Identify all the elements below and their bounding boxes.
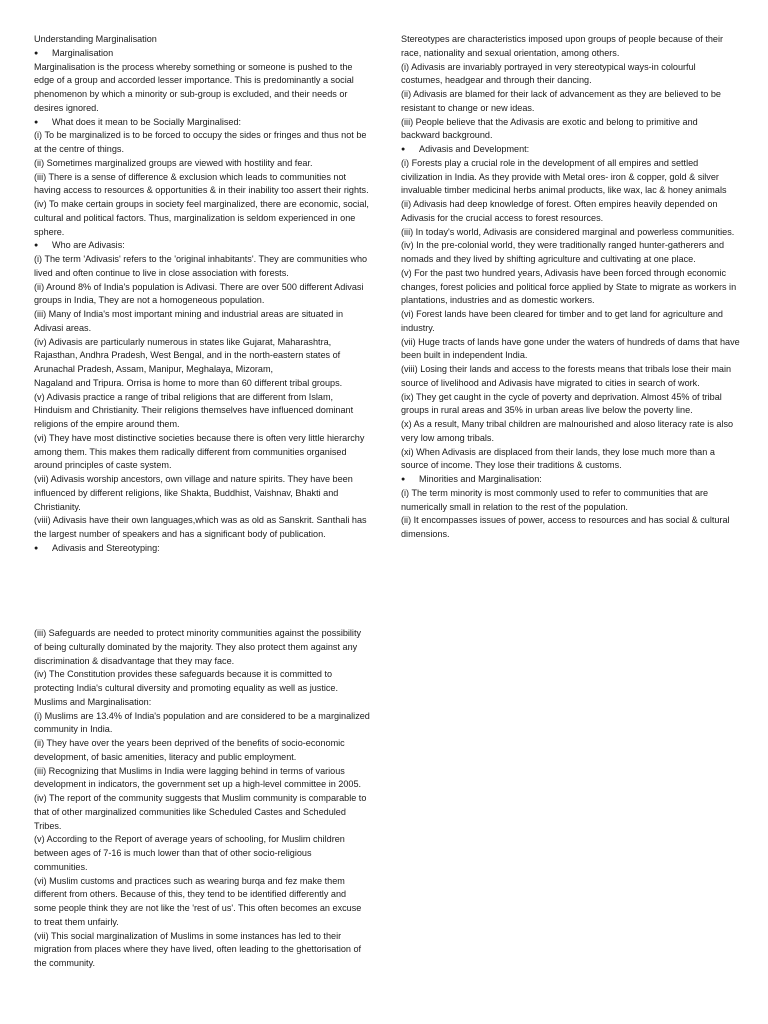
line-text: Hinduism and Christianity. Their religions themselves have influenced dominant — [34, 405, 354, 416]
line-text: (i) To be marginalized is to be forced to occupy the sides or fringes and thus not be — [34, 130, 367, 141]
bullet-heading — [34, 542, 370, 556]
text-line — [34, 129, 370, 143]
left-column-top — [34, 33, 370, 556]
line-text: (i) Forests play a crucial role in the development of all empires and settled — [401, 157, 699, 168]
line-text: (iii) There is a sense of difference & exclusion which leads to communities not — [34, 171, 347, 182]
text-line — [401, 129, 741, 143]
text-line — [401, 349, 741, 363]
line-text: (ii) It encompasses issues of power, access to resources and has social & cultural — [401, 515, 730, 526]
text-line — [401, 322, 741, 336]
line-text: community in India. — [34, 724, 113, 735]
line-text: (iv) To make certain groups in society feel marginalized, there are economic, social, — [34, 199, 369, 209]
text-line — [34, 888, 370, 902]
line-text: (vi) Muslim customs and practices such as wearing burqa and fez make them — [34, 875, 345, 886]
line-text: (vi) They have most distinctive societies because there is often very little hierarchy — [34, 432, 365, 443]
text-line — [401, 88, 741, 102]
bullet-icon: ● — [34, 118, 39, 126]
line-text: (x) As a result, Many tribal children are malnourished and aloso literacy rate is also — [401, 419, 734, 429]
line-text: (vii) Adivasis worship ancestors, own village and nature spirits. They have been — [34, 474, 353, 484]
line-text: (iii) In today's world, Adivasis are considered marginal and powerless communities. — [401, 226, 735, 237]
line-text: numerically small in relation to the rest of the population. — [401, 501, 628, 512]
text-line — [34, 710, 370, 724]
text-line — [401, 116, 741, 130]
text-line — [34, 294, 370, 308]
line-text: Arunachal Pradesh, Assam, Manipur, Meghalaya, Mizoram, — [34, 364, 274, 374]
line-text: (v) Adivasis practice a range of tribal religions that are different from Islam, — [34, 391, 334, 402]
text-line — [34, 88, 370, 102]
line-text: of being culturally dominated by the majority. They also protect them against any — [34, 641, 358, 652]
text-line — [34, 212, 370, 226]
bullet-icon: ● — [401, 476, 406, 483]
text-line — [401, 487, 741, 501]
text-line — [34, 875, 370, 889]
text-line — [34, 322, 370, 336]
line-text: source of income. They lose their traditions & customs. — [401, 460, 622, 471]
text-line — [34, 833, 370, 847]
text-line — [401, 391, 741, 405]
line-text: (i) The term minority is most commonly used to refer to communities that are — [401, 487, 709, 498]
line-text: Christianity. — [34, 501, 81, 512]
text-line — [34, 432, 370, 446]
right-column-top — [401, 33, 741, 542]
line-text: Tribes. — [34, 820, 62, 831]
line-text: development in indicators, the government set up a high-level committee in 2005. — [34, 779, 362, 790]
text-line — [401, 47, 741, 61]
text-line — [401, 363, 741, 377]
line-text: lived and often continue to live in close association with forests. — [34, 267, 289, 278]
text-line — [401, 281, 741, 295]
line-text: Who are Adivasis: — [52, 240, 125, 251]
text-line — [34, 957, 370, 971]
text-line — [34, 751, 370, 765]
text-line — [401, 432, 741, 446]
text-line — [34, 641, 370, 655]
text-line — [34, 459, 370, 473]
line-text: the community. — [34, 958, 95, 968]
text-line — [401, 528, 741, 542]
text-line — [34, 349, 370, 363]
text-line — [401, 336, 741, 350]
line-text: very low among tribals. — [401, 432, 494, 443]
line-text: migration from places where they have lived, often leading to the ghettorisation of — [34, 944, 362, 955]
text-line — [34, 308, 370, 322]
text-line — [34, 916, 370, 930]
text-line — [401, 501, 741, 515]
line-text: invaluable timber medicinal herbs animal products, like wax, lac & honey animals — [401, 185, 727, 196]
bullet-icon: ● — [34, 242, 39, 250]
line-text: (vi) Forest lands have been cleared for timber and to get land for agriculture and — [401, 309, 723, 319]
text-line — [401, 267, 741, 281]
text-line — [34, 806, 370, 820]
line-text: (iii) Safeguards are needed to protect minority communities against the possibility — [34, 628, 362, 638]
text-line — [34, 737, 370, 751]
line-text: groups in rural areas and 35% in urban areas live below the poverty line. — [401, 405, 693, 416]
line-text: What does it mean to be Socially Marginalised: — [52, 116, 242, 127]
line-text: sphere. — [34, 226, 65, 237]
text-line — [401, 61, 741, 75]
text-line — [34, 363, 370, 377]
left-column-bottom — [34, 627, 370, 971]
text-line — [34, 514, 370, 528]
bullet-heading — [34, 47, 370, 61]
bullet-heading — [401, 143, 741, 157]
text-line — [34, 792, 370, 806]
line-text: to treat them unfairly. — [34, 916, 119, 927]
line-text: dimensions. — [401, 529, 450, 539]
line-text: groups in India, They are not a homogeneous population. — [34, 295, 265, 306]
line-text: (v) For the past two hundred years, Adivasis have been forced through economic — [401, 267, 727, 278]
line-text: (i) The term 'Adivasis' refers to the 'original inhabitants'. They are communities who — [34, 254, 368, 264]
text-line — [34, 778, 370, 792]
line-text: different from others. Because of this, they tend to be identified differently and — [34, 889, 347, 900]
line-text: Minorities and Marginalisation: — [419, 474, 542, 484]
bullet-heading — [401, 473, 741, 487]
line-text: (i) Adivasis are invariably portrayed in very stereotypical ways-in colourful — [401, 61, 696, 72]
text-line — [401, 74, 741, 88]
text-line — [34, 226, 370, 240]
line-text: cultural and political factors. Thus, marginalization is seldom experienced in one — [34, 212, 356, 223]
line-text: (ii) Sometimes marginalized groups are viewed with hostility and fear. — [34, 157, 313, 168]
text-line — [34, 418, 370, 432]
text-line — [401, 157, 741, 171]
line-text: that of other marginalized communities like Scheduled Castes and Scheduled — [34, 806, 346, 817]
text-line — [34, 723, 370, 737]
text-line — [34, 281, 370, 295]
text-line — [34, 861, 370, 875]
line-text: Muslims and Marginalisation: — [34, 696, 152, 707]
text-line — [401, 226, 741, 240]
text-line — [34, 668, 370, 682]
bullet-heading — [34, 239, 370, 253]
line-text: Adivasi areas. — [34, 322, 92, 333]
text-line — [34, 74, 370, 88]
line-text: around principles of caste system. — [34, 460, 172, 471]
line-text: industry. — [401, 322, 435, 333]
text-line — [34, 157, 370, 171]
line-text: civilization in India. As they provide with Metal ores- iron & copper, gold & silver — [401, 171, 719, 182]
line-text: (v) According to the Report of average years of schooling, for Muslim children — [34, 834, 345, 845]
line-text: (iv) The Constitution provides these safeguards because it is committed to — [34, 669, 333, 680]
line-text: (ix) They get caught in the cycle of poverty and deprivation. Almost 45% of tribal — [401, 391, 722, 402]
line-text: changes, forest policies and political force applied by State to migrate as workers in — [401, 281, 737, 292]
line-text: (iii) Recognizing that Muslims in India were lagging behind in terms of various — [34, 765, 345, 776]
line-text: Nagaland and Tripura. Orrisa is home to more than 60 different tribal groups. — [34, 377, 343, 388]
line-text: some people think they are not like the 'rest of us'. This often becomes an excuse — [34, 903, 362, 913]
line-text: (iv) Adivasis are particularly numerous in states like Gujarat, Maharashtra, — [34, 336, 332, 347]
line-text: Rajasthan, Andhra Pradesh, West Bengal, and in the north-eastern states of — [34, 350, 341, 361]
text-line — [34, 487, 370, 501]
text-line — [401, 308, 741, 322]
text-line — [34, 820, 370, 834]
line-text: phenomenon by which a minority or sub-group is excluded, and their needs or — [34, 89, 348, 99]
line-text: Adivasis for the crucial access to forest resources. — [401, 212, 604, 223]
line-text: having access to resources & opportunities & in their inability too assert their rights. — [34, 185, 369, 196]
bullet-icon: ● — [34, 544, 39, 552]
text-line — [34, 943, 370, 957]
text-line — [34, 391, 370, 405]
text-line — [401, 212, 741, 226]
line-text: (iii) Many of India's most important mining and industrial areas are situated in — [34, 309, 344, 319]
text-line — [401, 102, 741, 116]
line-text: (xi) When Adivasis are displaced from their lands, they lose much more than a — [401, 446, 715, 457]
text-line — [34, 171, 370, 185]
line-text: (vii) This social marginalization of Muslims in some instances has led to their — [34, 930, 342, 941]
text-line — [34, 253, 370, 267]
text-line — [34, 336, 370, 350]
line-text: (ii) Adivasis are blamed for their lack of advancement as they are believed to be — [401, 89, 721, 99]
text-line — [34, 198, 370, 212]
line-text: (viii) Adivasis have their own languages,which was as old as Sanskrit. Santhali has — [34, 515, 367, 526]
text-line — [34, 61, 370, 75]
line-text: discrimination & disadvantage that they may face. — [34, 655, 235, 666]
line-text: protecting India's cultural diversity and promoting equality as well as justice. — [34, 683, 339, 693]
line-text: Stereotypes are characteristics imposed upon groups of people because of their — [401, 34, 724, 44]
line-text: religions of the empire around them. — [34, 419, 180, 429]
text-line — [401, 404, 741, 418]
text-line — [401, 459, 741, 473]
line-text: edge of a group and accorded lesser importance. This is predominantly a social — [34, 75, 354, 86]
text-line — [34, 473, 370, 487]
text-line — [34, 682, 370, 696]
line-text: plantations, industries and as domestic workers. — [401, 295, 595, 306]
line-text: development, of basic amenities, literacy and public employment. — [34, 751, 297, 762]
line-text: (ii) Around 8% of India's population is Adivasi. There are over 500 different Adivasi — [34, 281, 364, 292]
text-line — [34, 627, 370, 641]
line-text: source of livelihood and Adivasis have migrated to cities in search of work. — [401, 377, 700, 388]
text-line — [34, 655, 370, 669]
text-line — [34, 33, 370, 47]
text-line — [34, 184, 370, 198]
text-line — [34, 902, 370, 916]
text-line — [34, 847, 370, 861]
text-line — [34, 528, 370, 542]
line-text: (viii) Losing their lands and access to the forests means that tribals lose their main — [401, 364, 732, 374]
line-text: among them. This makes them radically different from communities organised — [34, 446, 347, 457]
line-text: (iv) The report of the community suggests that Muslim community is comparable to — [34, 793, 367, 803]
line-text: Marginalisation — [52, 47, 114, 58]
line-text: communities. — [34, 861, 88, 872]
line-text: Adivasis and Stereotyping: — [52, 542, 160, 553]
text-line — [401, 418, 741, 432]
line-text: been built in independent India. — [401, 350, 528, 361]
text-line — [401, 198, 741, 212]
line-text: at the centre of things. — [34, 144, 124, 154]
line-text: costumes, headgear and through their dancing. — [401, 75, 592, 86]
line-text: Adivasis and Development: — [419, 144, 530, 154]
line-text: (iv) In the pre-colonial world, they were traditionally ranged hunter-gatherers and — [401, 240, 724, 251]
text-line — [34, 267, 370, 281]
line-text: (ii) Adivasis had deep knowledge of forest. Often empires heavily depended on — [401, 199, 718, 209]
line-text: the largest number of speakers and has a significant body of publication. — [34, 529, 326, 539]
line-text: Marginalisation is the process whereby something or someone is pushed to the — [34, 61, 353, 72]
text-line — [34, 765, 370, 779]
text-line — [401, 239, 741, 253]
text-line — [401, 446, 741, 460]
text-line — [401, 514, 741, 528]
bullet-heading — [34, 116, 370, 130]
text-line — [34, 377, 370, 391]
line-text: (i) Muslims are 13.4% of India's population and are considered to be a marginalized — [34, 710, 370, 721]
text-line — [34, 102, 370, 116]
line-text: resistant to change or new ideas. — [401, 102, 535, 113]
text-line — [401, 294, 741, 308]
text-line — [401, 33, 741, 47]
text-line — [401, 253, 741, 267]
line-text: (vii) Huge tracts of lands have gone under the waters of hundreds of dams that have — [401, 336, 740, 347]
line-text: Understanding Marginalisation — [34, 34, 157, 44]
text-line — [34, 930, 370, 944]
text-line — [34, 696, 370, 710]
text-line — [34, 501, 370, 515]
line-text: (ii) They have over the years been deprived of the benefits of socio-economic — [34, 738, 345, 748]
text-line — [34, 143, 370, 157]
text-line — [401, 377, 741, 391]
line-text: backward background. — [401, 130, 493, 141]
line-text: desires ignored. — [34, 102, 99, 113]
bullet-icon: ● — [401, 146, 406, 153]
text-line — [34, 404, 370, 418]
line-text: between ages of 7-16 is much lower than that of other socio-religious — [34, 848, 312, 858]
text-line — [34, 446, 370, 460]
line-text: nomads and they lived by shifting agriculture and cultivating at one place. — [401, 254, 696, 264]
line-text: influenced by different religions, like Shakta, Buddhist, Vaishnav, Bhakti and — [34, 487, 339, 498]
line-text: (iii) People believe that the Adivasis are exotic and belong to primitive and — [401, 116, 698, 127]
text-line — [401, 171, 741, 185]
line-text: race, nationality and sexual orientation, among others. — [401, 47, 620, 58]
bullet-icon: ● — [34, 49, 39, 57]
text-line — [401, 184, 741, 198]
